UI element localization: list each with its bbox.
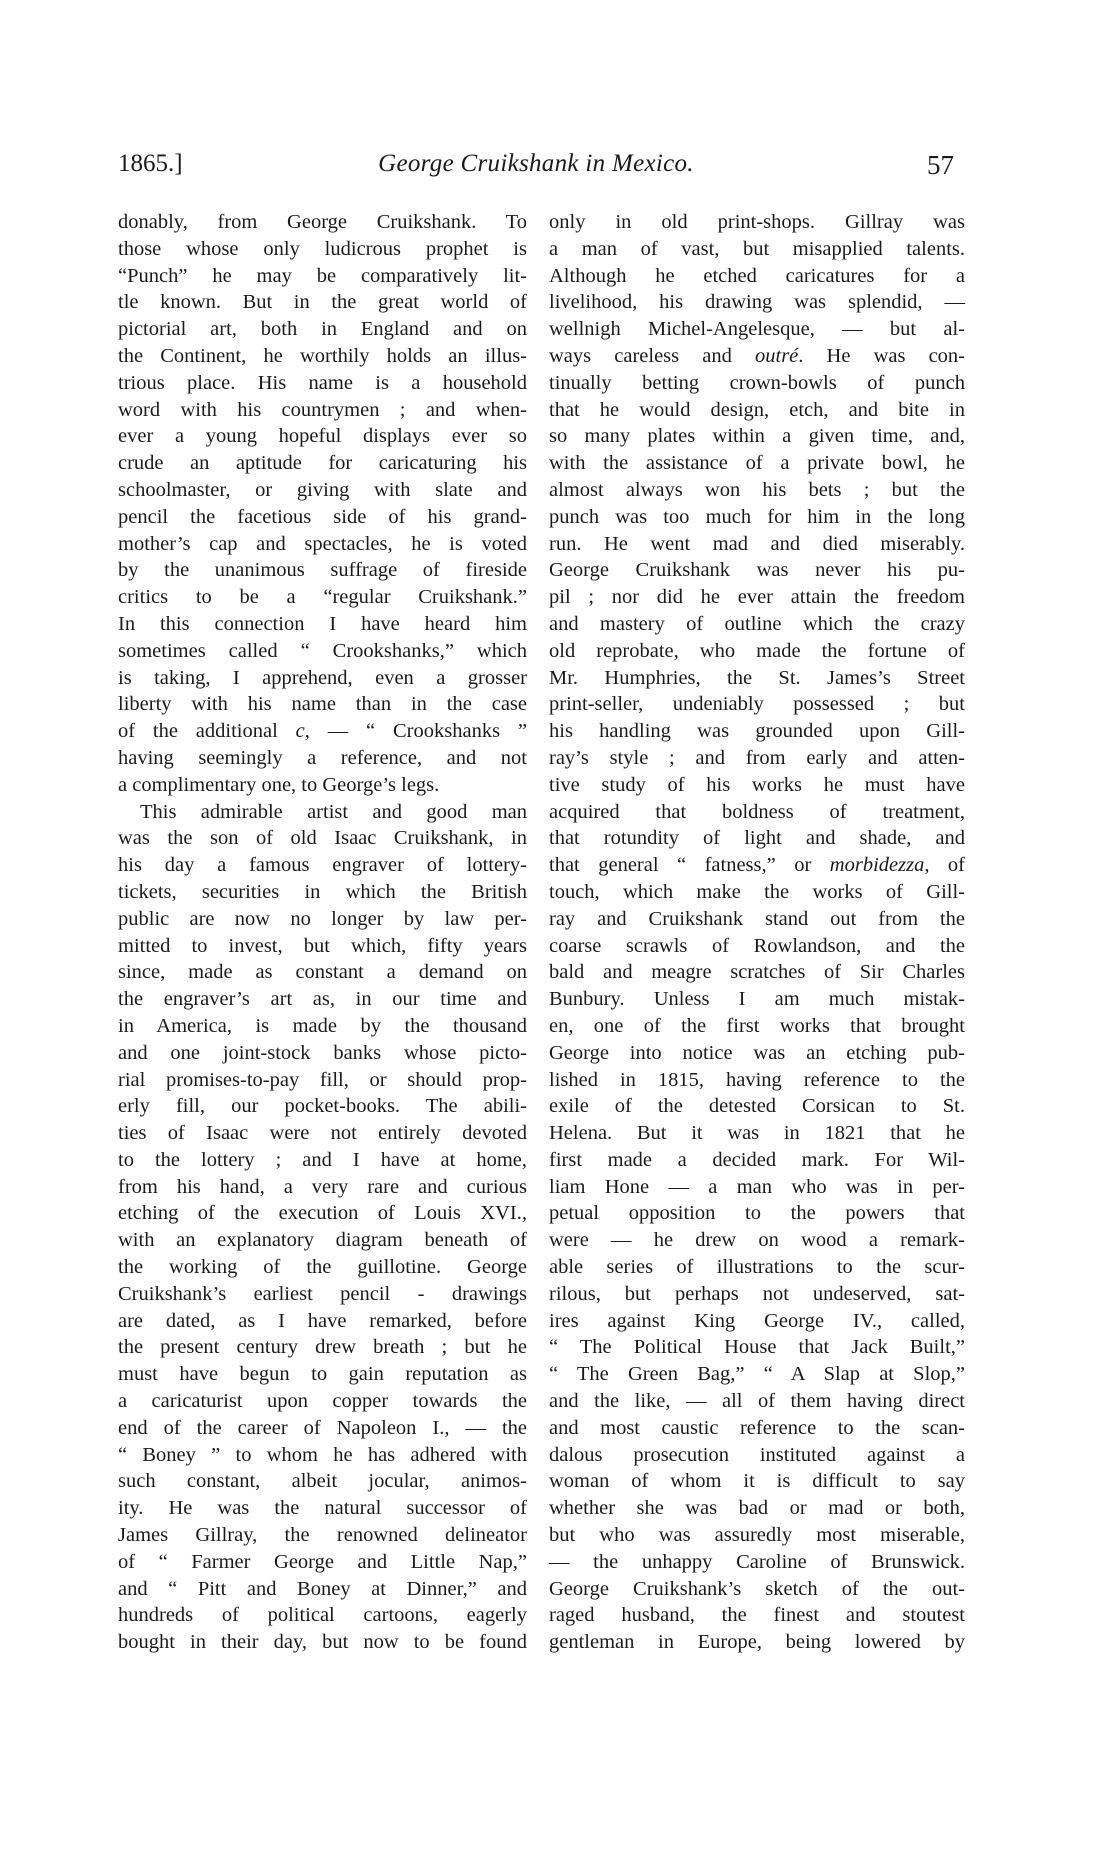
text-line: bald and meagre scratches of Sir Charles xyxy=(549,961,965,984)
text-run: . He was con- xyxy=(798,344,965,367)
text-line: with an explanatory diagram beneath of xyxy=(118,1229,527,1252)
text-line: is taking, I apprehend, even a grosser xyxy=(118,666,527,689)
text-line: livelihood, his drawing was splendid, — xyxy=(549,291,965,314)
text-line: “ The Political House that Jack Built,” xyxy=(549,1336,965,1359)
italic-term: outré xyxy=(755,344,799,367)
text-line: critics to be a “regular Cruikshank.” xyxy=(118,586,527,609)
page-number: 57 xyxy=(927,150,954,180)
text-line: the present century drew breath ; but he xyxy=(118,1336,527,1359)
text-line: a complimentary one, to George’s legs. xyxy=(118,773,440,796)
text-line: Mr. Humphries, the St. James’s Street xyxy=(549,666,965,689)
text-line: lished in 1815, having reference to the xyxy=(549,1068,965,1091)
text-line: “Punch” he may be comparatively lit- xyxy=(118,264,527,287)
text-line: George into notice was an etching pub- xyxy=(549,1041,965,1064)
text-line: must have begun to gain reputation as xyxy=(118,1363,527,1386)
text-line: only in old print-shops. Gillray was xyxy=(549,211,965,233)
text-line: the working of the guillotine. George xyxy=(118,1256,527,1279)
text-line: exile of the detested Corsican to St. xyxy=(549,1095,965,1118)
italic-term: morbidezza xyxy=(829,854,925,877)
text-line: wellnigh Michel-Angelesque, — but al- xyxy=(549,318,965,341)
text-line: tinually betting crown-bowls of punch xyxy=(549,371,965,394)
text-line: punch was too much for him in the long xyxy=(549,505,965,528)
italic-term: c xyxy=(295,720,305,743)
right-column xyxy=(549,209,965,1656)
text-line: ever a young hopeful displays ever so xyxy=(118,425,527,448)
text-line: ray’s style ; and from early and atten- xyxy=(549,746,965,769)
text-line: his handling was grounded upon Gill- xyxy=(549,720,965,743)
text-line: was the son of old Isaac Cruikshank, in xyxy=(118,827,527,850)
text-line: erly fill, our pocket-books. The abili- xyxy=(118,1095,527,1118)
text-line: from his hand, a very rare and curious xyxy=(118,1175,527,1198)
text-line: tle known. But in the great world of xyxy=(118,291,527,314)
text-line: pencil the facetious side of his grand- xyxy=(118,505,527,528)
text-line: ity. He was the natural successor of xyxy=(118,1497,527,1520)
text-line: print-seller, undeniably possessed ; but xyxy=(549,693,965,716)
text-line: the engraver’s art as, in our time and xyxy=(118,988,527,1011)
text-line: run. He went mad and died miserably. xyxy=(549,532,965,555)
text-line: James Gillray, the renowned delineator xyxy=(118,1524,527,1547)
text-line: that he would design, etch, and bite in xyxy=(549,398,965,421)
text-line: old reprobate, who made the fortune of xyxy=(549,639,965,662)
text-line: coarse scrawls of Rowlandson, and the xyxy=(549,934,965,957)
text-line: such constant, albeit jocular, animos- xyxy=(118,1470,527,1493)
text-line: almost always won his bets ; but the xyxy=(549,478,965,501)
text-line: schoolmaster, or giving with slate and xyxy=(118,478,527,501)
text-line xyxy=(549,852,965,879)
running-header xyxy=(118,150,954,180)
text-line: tive study of his works he must have xyxy=(549,773,965,796)
text-line: ires against King George IV., called, xyxy=(549,1309,965,1332)
text-line: mitted to invest, but which, fifty years xyxy=(118,934,527,957)
text-line: hundreds of political cartoons, eagerly xyxy=(118,1604,527,1627)
text-line: donably, from George Cruikshank. To xyxy=(118,211,527,233)
text-line: woman of whom it is difficult to say xyxy=(549,1470,965,1493)
text-line: Helena. But it was in 1821 that he xyxy=(549,1122,965,1145)
text-line: those whose only ludicrous prophet is xyxy=(118,237,527,260)
text-line: were — he drew on wood a remark- xyxy=(549,1229,965,1252)
header-title: George Cruikshank in Mexico. xyxy=(378,150,694,177)
text-line: in America, is made by the thousand xyxy=(118,1014,527,1037)
text-line: dalous prosecution instituted against a xyxy=(549,1443,965,1466)
text-line: petual opposition to the powers that xyxy=(549,1202,965,1225)
text-line: by the unanimous suffrage of fireside xyxy=(118,559,527,582)
text-line: George Cruikshank’s sketch of the out- xyxy=(549,1577,965,1600)
text-line: bought in their day, but now to be found xyxy=(118,1631,527,1654)
text-line: gentleman in Europe, being lowered by xyxy=(549,1631,965,1654)
text-line: with the assistance of a private bowl, he xyxy=(549,452,965,475)
text-run: that general “ fatness,” or xyxy=(549,854,830,877)
text-line: to the lottery ; and I have at home, xyxy=(118,1148,527,1171)
text-line: having seemingly a reference, and not xyxy=(118,746,527,769)
text-line: In this connection I have heard him xyxy=(118,612,527,635)
text-line: of “ Farmer George and Little Nap,” xyxy=(118,1550,527,1573)
text-line: mother’s cap and spectacles, he is voted xyxy=(118,532,527,555)
text-run: , — “ Crookshanks ” xyxy=(304,720,527,743)
text-line: crude an aptitude for caricaturing his xyxy=(118,452,527,475)
text-line: and “ Pitt and Boney at Dinner,” and xyxy=(118,1577,527,1600)
text-line: but who was assuredly most miserable, xyxy=(549,1524,965,1547)
text-line: whether she was bad or mad or both, xyxy=(549,1497,965,1520)
text-line: “ The Green Bag,” “ A Slap at Slop,” xyxy=(549,1363,965,1386)
text-line: Cruikshank’s earliest pencil - drawings xyxy=(118,1282,527,1305)
text-line: pil ; nor did he ever attain the freedom xyxy=(549,586,965,609)
text-line: and most caustic reference to the scan- xyxy=(549,1416,965,1439)
text-line: so many plates within a given time, and, xyxy=(549,425,965,448)
text-line: Although he etched caricatures for a xyxy=(549,264,965,287)
text-run: of the additional xyxy=(118,720,296,743)
text-line xyxy=(118,718,527,745)
text-line: This admirable artist and good man xyxy=(140,800,527,823)
text-line: and the like, — all of them having direct xyxy=(549,1390,965,1413)
text-line: his day a famous engraver of lottery- xyxy=(118,854,527,877)
text-line: the Continent, he worthily holds an illus- xyxy=(118,344,527,367)
text-line: able series of illustrations to the scur- xyxy=(549,1256,965,1279)
text-line: George Cruikshank was never his pu- xyxy=(549,559,965,582)
header-year: 1865.] xyxy=(118,150,183,177)
text-run: ways careless and xyxy=(549,344,755,367)
left-column xyxy=(118,209,527,1656)
text-line: are dated, as I have remarked, before xyxy=(118,1309,527,1332)
text-line: rial promises-to-pay fill, or should prop- xyxy=(118,1068,527,1091)
text-line: ray and Cruikshank stand out from the xyxy=(549,907,965,930)
text-line: raged husband, the finest and stoutest xyxy=(549,1604,965,1627)
text-line: etching of the execution of Louis XVI., xyxy=(118,1202,527,1225)
text-line: since, made as constant a demand on xyxy=(118,961,527,984)
text-line: end of the career of Napoleon I., — the xyxy=(118,1416,527,1439)
text-line: that rotundity of light and shade, and xyxy=(549,827,965,850)
text-line: and one joint-stock banks whose picto- xyxy=(118,1041,527,1064)
text-line: a caricaturist upon copper towards the xyxy=(118,1390,527,1413)
text-line: and mastery of outline which the crazy xyxy=(549,612,965,635)
text-line: en, one of the first works that brought xyxy=(549,1014,965,1037)
text-line: trious place. His name is a household xyxy=(118,371,527,394)
text-line: first made a decided mark. For Wil- xyxy=(549,1148,965,1171)
text-run: , of xyxy=(924,854,966,877)
text-line: sometimes called “ Crookshanks,” which xyxy=(118,639,527,662)
text-line: liam Hone — a man who was in per- xyxy=(549,1175,965,1198)
text-line: acquired that boldness of treatment, xyxy=(549,800,965,823)
text-line: — the unhappy Caroline of Brunswick. xyxy=(549,1550,965,1573)
text-line: touch, which make the works of Gill- xyxy=(549,880,965,903)
text-line: ties of Isaac were not entirely devoted xyxy=(118,1122,527,1145)
text-line: Bunbury. Unless I am much mistak- xyxy=(549,988,965,1011)
text-line: pictorial art, both in England and on xyxy=(118,318,527,341)
text-line: tickets, securities in which the British xyxy=(118,880,527,903)
text-line xyxy=(549,343,965,370)
text-line: liberty with his name than in the case xyxy=(118,693,527,716)
text-line: a man of vast, but misapplied talents. xyxy=(549,237,965,260)
text-line: word with his countrymen ; and when- xyxy=(118,398,527,421)
text-line: public are now no longer by law per- xyxy=(118,907,527,930)
text-line: rilous, but perhaps not undeserved, sat- xyxy=(549,1282,965,1305)
text-line: “ Boney ” to whom he has adhered with xyxy=(118,1443,527,1466)
